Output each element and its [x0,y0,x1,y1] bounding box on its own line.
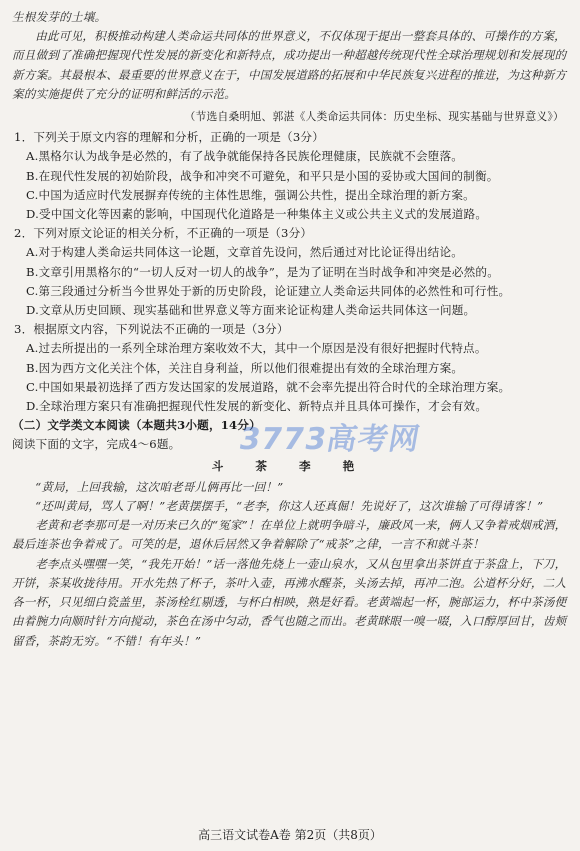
story-paragraph: 老李点头嘿嘿一笑，“我先开始！”话一落他先烧上一壶山泉水，又从包里拿出茶饼直于茶盘上，下刀，开饼，茶某收拢待用。开水先热了杯子，茶叶入壶，再沸水醒茶，头汤去掉，再冲二泡。公道杯分好，二人各一杯，只见细白瓷盖里，茶汤栓红剔透，与杯白相映，熟是好看。老黄端起一杯，腕部运力，杯中茶汤便由着腕力向顺时针方向搅动，茶色在汤中匀动，香气也随之而出。老黄眯眼一嗅一啜，入口醇厚回甘，齿颊留香，茶韵无穷。“不错！有年头！” [12,556,567,648]
story-paragraph: “还叫黄局，骂人了啊！”老黄摆摆手，“老李，你这人还真倔！先说好了，这次谁输了可得请客！” [35,499,544,514]
option-c: C.中国如果最初选择了西方发达国家的发展道路，就不会率先提出符合时代的全球治理方案。 [26,379,511,394]
option-b: B.文章引用黑格尔的“一切人反对一切人的战争”，是为了证明在当时战争和冲突是必然的。 [26,264,500,279]
option-d: D.受中国文化等因素的影响，中国现代化道路是一种集体主义或公共主义式的发展道路。 [26,207,488,222]
question-2 [12,224,568,320]
passage-paragraph: 由此可见，积极推动构建人类命运共同体的世界意义，不仅体现于提出一整套具体的、可操作的方案，而且做到了准确把握现代性发展的新变化和新特点，成功提出一种超越传统现代性全球治理规划和发展现的新方案。其最根本、最重要的世界意义在于，中国发展道路的拓展和中华民族复兴进程的推进，为这种新方案的实施提供了充分的证明和鲜活的示范。 [12,29,567,101]
option-c: C.第三段通过分析当今世界处于新的历史阶段，论证建立人类命运共同体的必然性和可行性。 [26,283,511,298]
question-stem: 2．下列对原文论证的相关分析，不正确的一项是（3分） [14,226,313,241]
reading-instruction: 阅读下面的文字，完成4～6题。 [12,437,181,452]
option-a: A.对于构建人类命运共同体这一论题，文章首先设问，然后通过对比论证得出结论。 [26,245,464,260]
story-paragraph: “黄局，上回我输，这次咱老哥儿俩再比一回！” [35,479,284,494]
question-1 [12,128,568,224]
watermark-logo: 3773高考网 [236,422,423,457]
story-title: 斗 茶 李 艳 [211,458,369,473]
question-3 [12,320,568,416]
source-citation: （节选自桑明旭、郭湛《人类命运共同体：历史坐标、现实基础与世界意义》） [184,110,564,124]
question-stem: 1．下列关于原文内容的理解和分析，正确的一项是（3分） [14,130,324,145]
page-footer: 高三语文试卷A卷 第2页（共8页） [198,828,382,842]
option-c: C.中国为适应时代发展摒弃传统的主体性思维，强调公共性，提出全球治理的新方案。 [26,187,475,202]
passage-line: 生根发芽的土壤。 [12,10,107,24]
option-d: D.文章从历史回顾、现实基础和世界意义等方面来论证构建人类命运共同体这一问题。 [26,303,476,318]
option-a: A.黑格尔认为战争是必然的，有了战争就能保持各民族伦理健康，民族就不会堕落。 [26,149,464,164]
option-a: A.过去所提出的一系列全球治理方案收效不大，其中一个原因是没有很好把握时代特点。 [26,341,487,356]
question-stem: 3．根据原文内容，下列说法不正确的一项是（3分） [14,322,289,337]
option-b: B.因为西方文化关注个体，关注自身利益，所以他们很难提出有效的全球治理方案。 [26,360,464,375]
option-b: B.在现代性发展的初始阶段，战争和冲突不可避免，和平只是小国的妥协或大国间的制衡。 [26,168,499,183]
story-paragraph: 老黄和老李那可是一对历来已久的“冤家”！在单位上就明争暗斗，廉政风一来，俩人又争着戒烟戒酒，最后连茶也争着戒了。可笑的是，退休后居然又争着解除了“戒茶”之律，一言不和就斗茶！ [12,518,567,552]
section-heading: （二）文学类文本阅读（本题共3小题，14分） [12,418,261,433]
option-d: D.全球治理方案只有准确把握现代性发展的新变化、新特点并且具体可操作，才会有效。 [26,399,488,414]
